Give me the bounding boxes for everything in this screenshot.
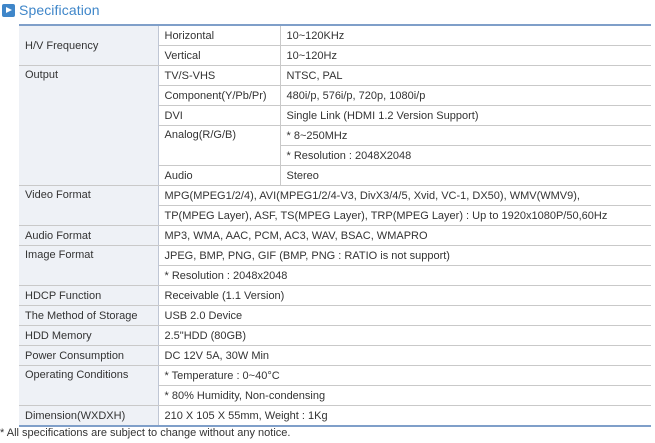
spec-value: * Temperature : 0~40°C [158, 366, 651, 386]
spec-subcategory: Audio [158, 166, 280, 186]
spec-value: * Resolution : 2048x2048 [158, 266, 651, 286]
table-row [19, 66, 651, 86]
spec-subcategory: Analog(R/G/B) [158, 126, 280, 166]
spec-subcategory: Component(Y/Pb/Pr) [158, 86, 280, 106]
spec-value: NTSC, PAL [280, 66, 651, 86]
spec-value: TP(MPEG Layer), ASF, TS(MPEG Layer), TRP(MPEG Layer) : Up to 1920x1080P/50,60Hz [158, 206, 651, 226]
spec-value: USB 2.0 Device [158, 306, 651, 326]
spec-subcategory: DVI [158, 106, 280, 126]
spec-category: Dimension(WXDXH) [19, 406, 158, 427]
spec-value: 2.5"HDD (80GB) [158, 326, 651, 346]
table-row [19, 186, 651, 206]
spec-value: * Resolution : 2048X2048 [280, 146, 651, 166]
spec-category: Output [19, 66, 158, 186]
spec-category: Power Consumption [19, 346, 158, 366]
table-row [19, 346, 651, 366]
spec-category: Operating Conditions [19, 366, 158, 406]
table-row [19, 226, 651, 246]
spec-category: Video Format [19, 186, 158, 226]
spec-subcategory: Vertical [158, 46, 280, 66]
spec-category: HDD Memory [19, 326, 158, 346]
spec-category: Image Format [19, 246, 158, 286]
table-row [19, 306, 651, 326]
spec-value: JPEG, BMP, PNG, GIF (BMP, PNG : RATIO is not support) [158, 246, 651, 266]
spec-value: MPG(MPEG1/2/4), AVI(MPEG1/2/4-V3, DivX3/4/5, Xvid, VC-1, DX50), WMV(WMV9), [158, 186, 651, 206]
spec-value: Single Link (HDMI 1.2 Version Support) [280, 106, 651, 126]
spec-subcategory: TV/S-VHS [158, 66, 280, 86]
table-row [19, 366, 651, 386]
specification-table [19, 24, 651, 427]
spec-category: H/V Frequency [19, 25, 158, 66]
footnote: * All specifications are subject to change without any notice. [0, 427, 291, 439]
table-row [19, 406, 651, 427]
spec-value: * 80% Humidity, Non-condensing [158, 386, 651, 406]
spec-value: Stereo [280, 166, 651, 186]
spec-value: 210 X 105 X 55mm, Weight : 1Kg [158, 406, 651, 427]
table-row [19, 25, 651, 46]
spec-value: 480i/p, 576i/p, 720p, 1080i/p [280, 86, 651, 106]
spec-value: DC 12V 5A, 30W Min [158, 346, 651, 366]
spec-category: Audio Format [19, 226, 158, 246]
spec-value: * 8~250MHz [280, 126, 651, 146]
spec-value: Receivable (1.1 Version) [158, 286, 651, 306]
section-title: Specification [19, 2, 100, 18]
spec-subcategory: Horizontal [158, 25, 280, 46]
section-heading [0, 0, 655, 20]
table-row [19, 286, 651, 306]
spec-category: HDCP Function [19, 286, 158, 306]
spec-value: MP3, WMA, AAC, PCM, AC3, WAV, BSAC, WMAPRO [158, 226, 651, 246]
table-row [19, 246, 651, 266]
spec-value: 10~120KHz [280, 25, 651, 46]
spec-value: 10~120Hz [280, 46, 651, 66]
play-arrow-icon [2, 4, 15, 17]
spec-category: The Method of Storage [19, 306, 158, 326]
table-row [19, 326, 651, 346]
